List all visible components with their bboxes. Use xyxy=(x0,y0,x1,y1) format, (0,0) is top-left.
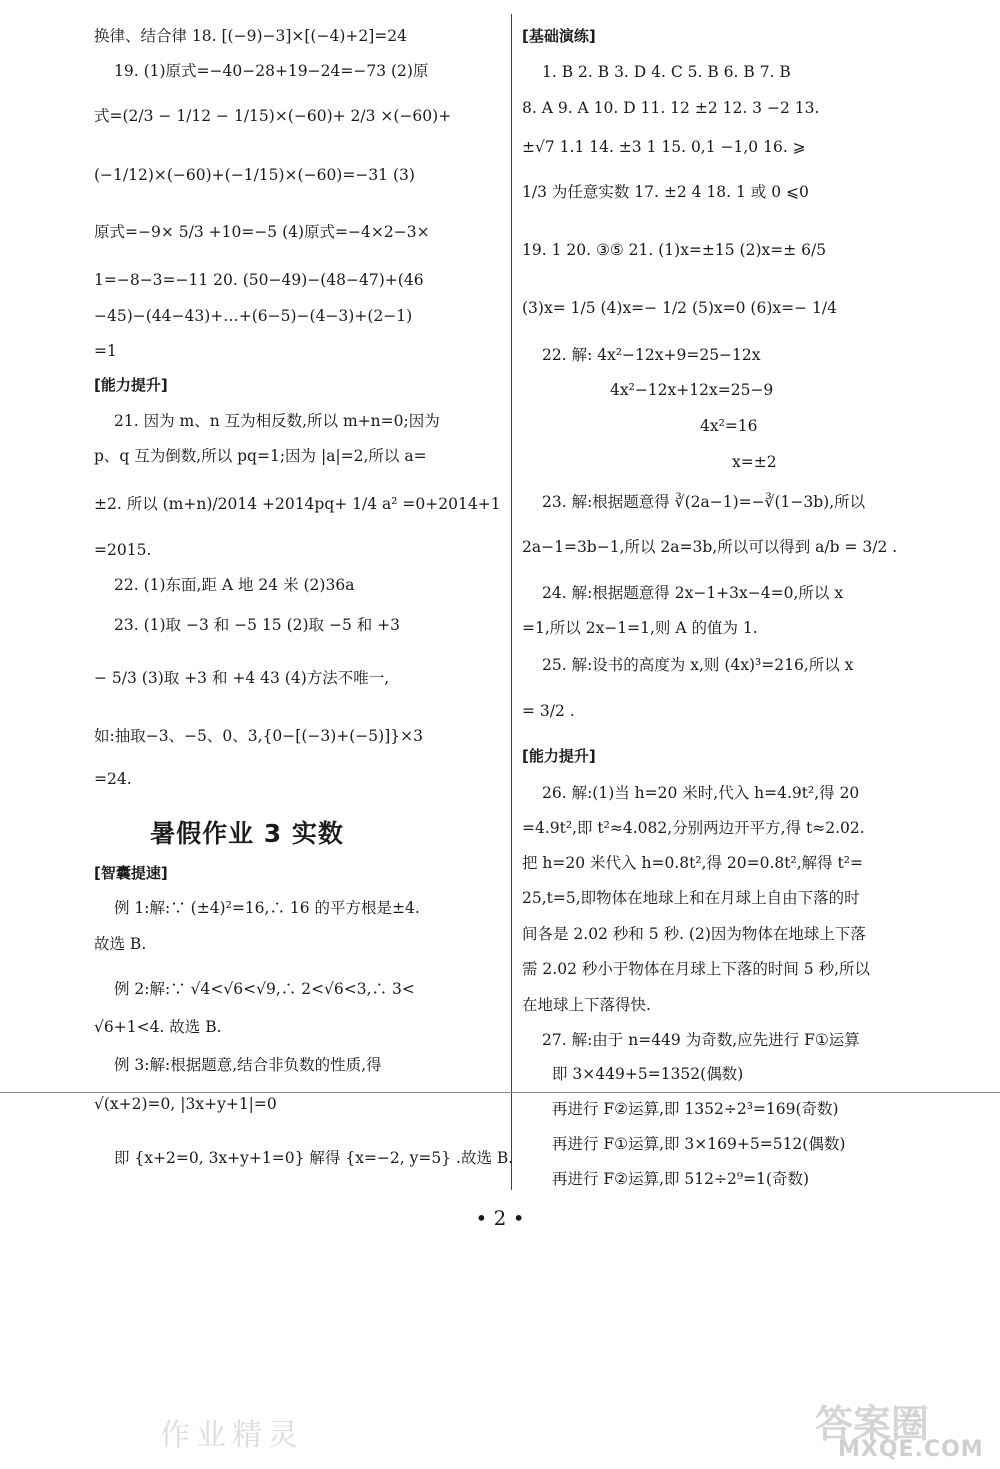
right-text-line: x=±2 xyxy=(732,453,777,471)
left-section-heading: [智囊提速] xyxy=(94,864,168,882)
left-text-line: 23. (1)取 −3 和 −5 15 (2)取 −5 和 +3 xyxy=(114,616,401,634)
right-text-line: 再进行 F②运算,即 1352÷2³=169(奇数) xyxy=(552,1100,839,1118)
right-text-line: = 3/2 . xyxy=(522,702,575,720)
left-text-line: p、q 互为倒数,所以 pq=1;因为 |a|=2,所以 a= xyxy=(94,447,427,465)
right-text-line: 间各是 2.02 秒和 5 秒. (2)因为物体在地球上下落 xyxy=(522,925,866,943)
right-text-line: 24. 解:根据题意得 2x−1+3x−4=0,所以 x xyxy=(542,584,844,602)
left-text-line: 如:抽取−3、−5、0、3,{0−[(−3)+(−5)]}×3 xyxy=(94,727,423,745)
right-section-heading: [能力提升] xyxy=(522,747,596,765)
fold-line xyxy=(0,1092,1000,1093)
column-divider xyxy=(511,14,512,1190)
left-text-line: √(x+2)=0, |3x+y+1|=0 xyxy=(94,1095,277,1113)
left-text-line: 21. 因为 m、n 互为相反数,所以 m+n=0;因为 xyxy=(114,412,440,430)
left-text-line: 即 {x+2=0, 3x+y+1=0} 解得 {x=−2, y=5} .故选 B. xyxy=(114,1149,514,1167)
left-text-line: =24. xyxy=(94,770,132,788)
right-text-line: 25,t=5,即物体在地球上和在月球上自由下落的时 xyxy=(522,889,860,907)
left-text-line: ±2. 所以 (m+n)/2014 +2014pq+ 1/4 a² =0+2014+1 xyxy=(94,495,501,513)
left-text-line: (−1/12)×(−60)+(−1/15)×(−60)=−31 (3) xyxy=(94,166,415,184)
left-text-line: 例 2:解:∵ √4<√6<√9,∴ 2<√6<3,∴ 3< xyxy=(114,980,415,998)
watermark-url: MXQE.COM xyxy=(838,1437,984,1462)
right-text-line: 23. 解:根据题意得 ∛(2a−1)=−∛(1−3b),所以 xyxy=(542,493,866,511)
right-text-line: 再进行 F①运算,即 3×169+5=512(偶数) xyxy=(552,1135,846,1153)
right-text-line: 27. 解:由于 n=449 为奇数,应先进行 F①运算 xyxy=(542,1031,860,1049)
left-text-line: − 5/3 (3)取 +3 和 +4 43 (4)方法不唯一, xyxy=(94,669,390,687)
section-title: 暑假作业 3 实数 xyxy=(150,819,344,848)
right-text-line: ±√7 1.1 14. ±3 1 15. 0,1 −1,0 16. ⩾ xyxy=(522,138,806,156)
left-section-heading: [能力提升] xyxy=(94,376,168,394)
right-text-line: =1,所以 2x−1=1,则 A 的值为 1. xyxy=(522,619,758,637)
left-text-line: 例 1:解:∵ (±4)²=16,∴ 16 的平方根是±4. xyxy=(114,899,420,917)
left-text-line: 例 3:解:根据题意,结合非负数的性质,得 xyxy=(114,1056,382,1074)
watermark-logo-left: 作业精灵 xyxy=(160,1418,304,1453)
right-text-line: 1. B 2. B 3. D 4. C 5. B 6. B 7. B xyxy=(542,63,791,81)
left-text-line: 22. (1)东面,距 A 地 24 米 (2)36a xyxy=(114,576,355,594)
left-text-line: 1=−8−3=−11 20. (50−49)−(48−47)+(46 xyxy=(94,271,424,289)
right-text-line: 22. 解: 4x²−12x+9=25−12x xyxy=(542,346,761,364)
left-text-line: 故选 B. xyxy=(94,935,147,953)
right-text-line: 8. A 9. A 10. D 11. 12 ±2 12. 3 −2 13. xyxy=(522,99,820,117)
right-text-line: 26. 解:(1)当 h=20 米时,代入 h=4.9t²,得 20 xyxy=(542,784,860,802)
left-text-line: 换律、结合律 18. [(−9)−3]×[(−4)+2]=24 xyxy=(94,27,407,45)
right-text-line: 在地球上下落得快. xyxy=(522,996,651,1014)
right-text-line: 把 h=20 米代入 h=0.8t²,得 20=0.8t²,解得 t²= xyxy=(522,854,863,872)
right-text-line: 需 2.02 秒小于物体在月球上下落的时间 5 秒,所以 xyxy=(522,960,871,978)
right-text-line: 1/3 为任意实数 17. ±2 4 18. 1 或 0 ⩽0 xyxy=(522,183,809,201)
right-text-line: 即 3×449+5=1352(偶数) xyxy=(552,1065,744,1083)
left-text-line: =2015. xyxy=(94,541,152,559)
left-text-line: √6+1<4. 故选 B. xyxy=(94,1018,222,1036)
right-text-line: 再进行 F②运算,即 512÷2⁹=1(奇数) xyxy=(552,1170,810,1188)
left-text-line: =1 xyxy=(94,342,117,360)
left-text-line: −45)−(44−43)+…+(6−5)−(4−3)+(2−1) xyxy=(94,307,413,325)
left-text-line: 19. (1)原式=−40−28+19−24=−73 (2)原 xyxy=(114,62,429,80)
right-text-line: 19. 1 20. ③⑤ 21. (1)x=±15 (2)x=± 6/5 xyxy=(522,241,827,259)
watermark-logo-brand: 答案圈 xyxy=(815,1402,930,1446)
right-text-line: =4.9t²,即 t²≈4.082,分别两边开平方,得 t≈2.02. xyxy=(522,819,865,837)
right-section-heading: [基础演练] xyxy=(522,27,596,45)
right-text-line: (3)x= 1/5 (4)x=− 1/2 (5)x=0 (6)x=− 1/4 xyxy=(522,299,837,317)
right-text-line: 4x²−12x+12x=25−9 xyxy=(610,381,774,399)
right-text-line: 2a−1=3b−1,所以 2a=3b,所以可以得到 a/b = 3/2 . xyxy=(522,538,898,556)
right-text-line: 25. 解:设书的高度为 x,则 (4x)³=216,所以 x xyxy=(542,656,854,674)
left-text-line: 式=(2/3 − 1/12 − 1/15)×(−60)+ 2/3 ×(−60)+ xyxy=(94,107,452,125)
right-text-line: 4x²=16 xyxy=(700,417,758,435)
page-number: • 2 • xyxy=(475,1206,525,1230)
left-text-line: 原式=−9× 5/3 +10=−5 (4)原式=−4×2−3× xyxy=(94,223,430,241)
